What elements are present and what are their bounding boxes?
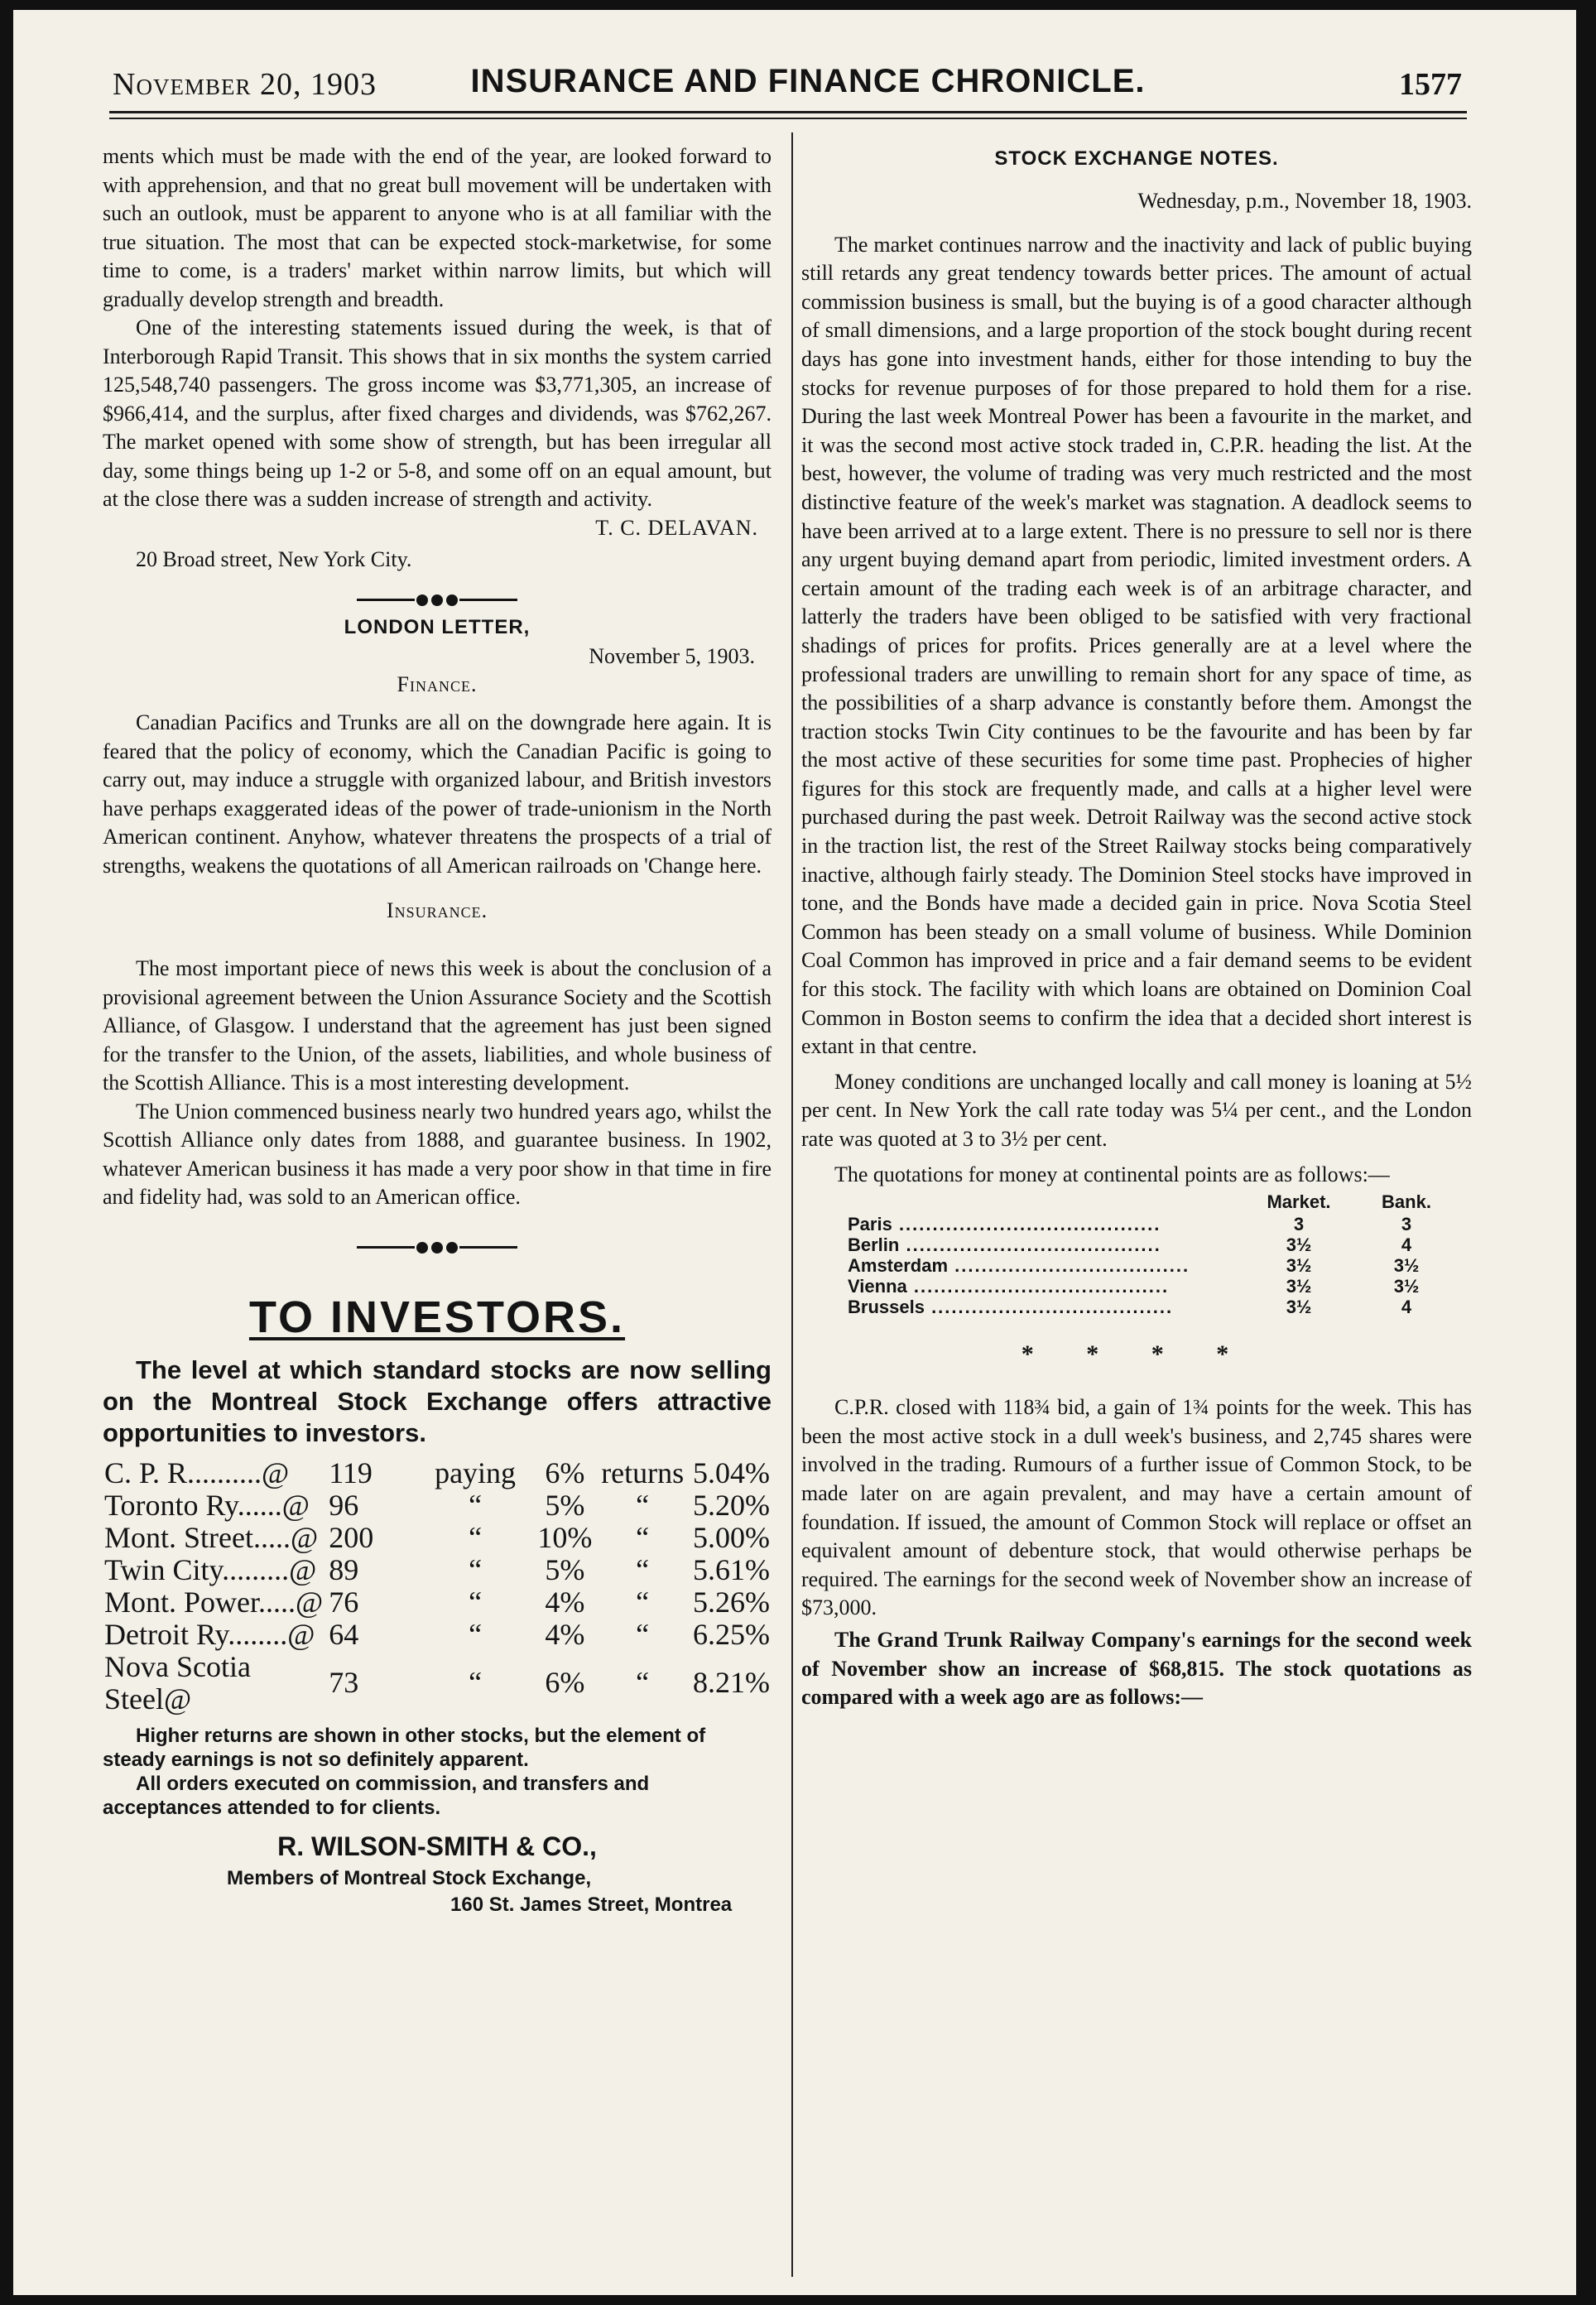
newspaper-page — [13, 10, 1576, 2295]
page-header — [113, 60, 1462, 109]
table-row — [103, 1489, 772, 1522]
column-divider — [791, 132, 793, 2277]
dividend-percent: 5% — [545, 1488, 585, 1522]
return-yield: 5.00% — [693, 1520, 770, 1554]
returns-label: “ — [636, 1552, 650, 1586]
city-label: Vienna — [848, 1276, 907, 1297]
dividend-percent: 4% — [545, 1617, 585, 1651]
header-rule — [109, 111, 1467, 113]
stock-name: Nova Scotia Steel@ — [104, 1649, 251, 1716]
dividend-percent: 6% — [545, 1456, 585, 1489]
table-row — [103, 1457, 772, 1489]
bank-rate: 3½ — [1393, 1276, 1420, 1297]
money-rates-table — [848, 1191, 1460, 1317]
section-title: LONDON LETTER, — [344, 615, 531, 638]
table-row — [103, 1522, 772, 1554]
returns-label: “ — [636, 1520, 650, 1554]
leader-dots: ...................................... — [906, 1276, 1170, 1297]
bank-rate: 4 — [1401, 1234, 1412, 1256]
ad-note: Higher returns are shown in other stocks, but the element of steady earnings is not so definitely apparent. — [103, 1724, 706, 1771]
article-paragraph: The Union commenced business nearly two hundred years ago, whilst the Scottish Alliance only dates from 1888, and guarantee business. In 1902, whatever American business it has made a very poor show in that time in fire and fidelity had, was sold to an American office. — [103, 1099, 772, 1209]
leader-dots: ................................... — [948, 1255, 1190, 1277]
author-address: 20 Broad street, New York City. — [136, 547, 412, 571]
article-paragraph: C.P.R. closed with 118¾ bid, a gain of 1¾ points for the week. This has been the most active stock in a dull week's business, and 2,745 shares were involved in the trading. Rumours of a further issue of Common Stock, to be made later on are again prevalent, and may have a certain amount of foundation. If issued, the amount of Common Stock will replace or offset an equivalent amount of debenture stock, that would otherwise perhaps be required. The earnings for the second week of November show an increase of $73,000. — [801, 1395, 1472, 1620]
market-rate: 3½ — [1286, 1234, 1312, 1256]
market-rate: 3 — [1293, 1214, 1305, 1235]
stock-price: 200 — [329, 1520, 374, 1554]
table-row — [848, 1297, 1460, 1317]
page-number: 1577 — [1399, 67, 1462, 102]
table-row — [103, 1619, 772, 1651]
return-yield: 5.61% — [693, 1552, 770, 1586]
stock-price: 76 — [329, 1585, 359, 1619]
table-row — [103, 1586, 772, 1619]
return-yield: 8.21% — [693, 1666, 770, 1699]
stock-name: Toronto Ry......@ — [104, 1488, 310, 1522]
table-row — [848, 1214, 1460, 1234]
city-name — [848, 1297, 1245, 1317]
stock-price: 89 — [329, 1552, 359, 1586]
article-paragraph: Money conditions are unchanged locally and call money is loaning at 5½ per cent. In New York the call rate today was 5¼ per cent., and the London rate was quoted at 3 to 3½ per cent. — [801, 1069, 1472, 1151]
dividend-percent: 5% — [545, 1552, 585, 1586]
firm-membership: Members of Montreal Stock Exchange, — [227, 1866, 592, 1889]
returns-label: “ — [636, 1617, 650, 1651]
table-row — [848, 1276, 1460, 1297]
return-yield: 6.25% — [693, 1617, 770, 1651]
stock-name: Mont. Street.....@ — [104, 1520, 319, 1554]
stock-name: Twin City.........@ — [104, 1552, 317, 1586]
article-paragraph: The Grand Trunk Railway Company's earnings for the second week of November show an increase of $68,815. The stock quotations as compared with a week ago are as follows:— — [801, 1627, 1472, 1710]
table-row — [103, 1651, 772, 1716]
subsection-title: Insurance. — [386, 898, 488, 922]
paying-label: paying — [435, 1456, 517, 1489]
returns-label: “ — [636, 1585, 650, 1619]
masthead: INSURANCE AND FINANCE CHRONICLE. — [470, 63, 1146, 99]
paying-label: “ — [469, 1552, 483, 1586]
ad-intro: The level at which standard stocks are now selling on the Montreal Stock Exchange offers attractive opportunities to investors. — [103, 1355, 772, 1447]
city-name — [848, 1255, 1245, 1276]
dateline: Wednesday, p.m., November 18, 1903. — [1137, 189, 1472, 213]
article-paragraph: The quotations for money at continental points are as follows:— — [834, 1162, 1390, 1186]
leader-dots: ...................................... — [899, 1234, 1161, 1256]
table-row — [848, 1255, 1460, 1276]
issue-date: November 20, 1903 — [113, 67, 377, 102]
stock-returns-table — [103, 1457, 772, 1716]
paying-label: “ — [469, 1585, 483, 1619]
section-ornament — [103, 1234, 772, 1258]
ad-title: TO INVESTORS. — [248, 1292, 626, 1342]
stock-name: Detroit Ry........@ — [104, 1617, 315, 1651]
stock-name: Mont. Power.....@ — [104, 1585, 324, 1619]
right-column — [801, 142, 1472, 1712]
investor-advertisement — [103, 1292, 772, 1917]
firm-name: R. WILSON-SMITH & CO., — [277, 1831, 597, 1861]
article-paragraph: One of the interesting statements issued during the week, is that of Interborough Rapid Transit. This shows that in six months the system carried 125,548,740 passengers. The gross income was $3,771,305, an increase of $966,414, and the surplus, after fixed charges and dividends, was $762,267. The market opened with some show of strength, but has been irregular all day, some things being up 1-2 or 5-8, and some off on an equal amount, but at the close there was a sudden increase of strength and activity. — [103, 315, 772, 511]
dividend-percent: 10% — [537, 1520, 593, 1554]
stock-price: 64 — [329, 1617, 359, 1651]
subsection-title: Finance. — [397, 672, 478, 696]
section-separator: * * * * — [1021, 1340, 1252, 1369]
stock-price: 73 — [329, 1666, 359, 1699]
city-label: Brussels — [848, 1297, 925, 1318]
article-paragraph: The most important piece of news this week is about the conclusion of a provisional agreement between the Union Assurance Society and the Scottish Alliance, of Glasgow. I understand that the agreement has just been signed for the transfer to the Union, of the assets, liabilities, and whole business of the Scottish Alliance. This is a most interesting development. — [103, 956, 772, 1095]
dividend-percent: 4% — [545, 1585, 585, 1619]
return-yield: 5.26% — [693, 1585, 770, 1619]
table-row — [848, 1234, 1460, 1255]
article-paragraph: ments which must be made with the end of the year, are looked forward to with apprehension, and that no great bull movement will be undertaken with such an outlook, must be apparent to anyone who is at all familiar with the true situation. The most that can be expected stock-marketwise, for some time to come, is a traders' market within narrow limits, but which will gradually develop strength and breadth. — [103, 144, 772, 311]
firm-address: 160 St. James Street, Montrea — [450, 1893, 733, 1916]
paying-label: “ — [469, 1520, 483, 1554]
stock-name: C. P. R..........@ — [104, 1456, 290, 1489]
section-ornament — [103, 586, 772, 611]
article-paragraph: The market continues narrow and the inactivity and lack of public buying still retards any great tendency towards better prices. The amount of actual commission business is small, but the buying is of a good character although of small dimensions, and a large proportion of the stock bought during recent days has gone into investment hands, either for those intending to buy the stocks for revenue purposes of for those prepared to hold them for a rise. During the last week Montreal Power has been a favourite in the market, and it was the second most active stock traded in, C.P.R. heading the list. At the best, however, the volume of trading was very much restricted and the most distinctive feature of the week's market was stagnation. A deadlock seems to have been arrived at to a large extent. There is no pressure to sell nor is there any urgent buying demand apart from periodic, limited investment orders. A certain amount of the trading each week is of an arbitrage character, and latterly the traders have been obliged to be satisfied with very fractional shadings of prices for profits. Prices generally are at a level where the professional traders are unwilling to remain short for any space of time, as the possibilities of a sharp advance is constantly before them. Amongst the traction stocks Twin City continues to be the favourite and has been by far the most active of these securities for some time past. Prophecies of higher figures for this stock are frequently made, and calls at a higher level were purchased during the past week. Detroit Railway was the second active stock in the traction list, the rest of the Street Railway stocks being comparatively inactive, although fairly steady. The Dominion Steel stocks have improved in tone, and the Bonds have made a decided gain in price. Nova Scotia Steel Common has been steady on a small volume of business. While Dominion Coal Common has improved in price and a fair demand seems to be evident for this stock. The facility with which loans are obtained on Dominion Coal Common in Boston seems to confirm the idea that a decided short interest is extant in that centre. — [801, 232, 1472, 1059]
column-header-bank: Bank. — [1382, 1191, 1431, 1213]
returns-label: returns — [601, 1456, 685, 1489]
paying-label: “ — [469, 1617, 483, 1651]
leader-dots: .................................... — [924, 1297, 1174, 1318]
city-label: Berlin — [848, 1234, 900, 1256]
return-yield: 5.20% — [693, 1488, 770, 1522]
city-name — [848, 1276, 1245, 1297]
market-rate: 3½ — [1286, 1297, 1312, 1318]
market-rate: 3½ — [1286, 1276, 1312, 1297]
city-name — [848, 1234, 1245, 1255]
article-paragraph: Canadian Pacifics and Trunks are all on the downgrade here again. It is feared that the policy of economy, which the Canadian Pacific is going to carry out, may induce a struggle with organized labour, and British investors have perhaps exaggerated ideas of the power of trade-unionism in the North American continent. Anyhow, whatever threatens the prospects of a trial of strengths, weakens the quotations of all American railroads on 'Change here. — [103, 710, 772, 878]
return-yield: 5.04% — [693, 1456, 770, 1489]
stock-price: 96 — [329, 1488, 359, 1522]
stock-price: 119 — [329, 1456, 373, 1489]
section-title: STOCK EXCHANGE NOTES. — [994, 147, 1279, 170]
letter-date: November 5, 1903. — [589, 643, 755, 668]
city-label: Amsterdam — [848, 1255, 949, 1277]
city-label: Paris — [848, 1214, 892, 1235]
bank-rate: 4 — [1401, 1297, 1412, 1318]
paying-label: “ — [469, 1488, 483, 1522]
paying-label: “ — [469, 1666, 483, 1699]
left-column — [103, 142, 772, 1917]
dividend-percent: 6% — [545, 1666, 585, 1699]
returns-label: “ — [636, 1488, 650, 1522]
bank-rate: 3 — [1401, 1214, 1412, 1235]
ad-note: All orders executed on commission, and transfers and acceptances attended to for clients. — [103, 1772, 650, 1819]
column-header-market: Market. — [1267, 1191, 1331, 1213]
market-rate: 3½ — [1286, 1255, 1312, 1277]
returns-label: “ — [636, 1666, 650, 1699]
author-signature: T. C. DELAVAN. — [595, 515, 758, 540]
bank-rate: 3½ — [1393, 1255, 1420, 1277]
leader-dots: ....................................... — [892, 1214, 1161, 1235]
table-row — [103, 1554, 772, 1586]
header-rule-thin — [109, 118, 1467, 119]
city-name — [848, 1214, 1245, 1234]
